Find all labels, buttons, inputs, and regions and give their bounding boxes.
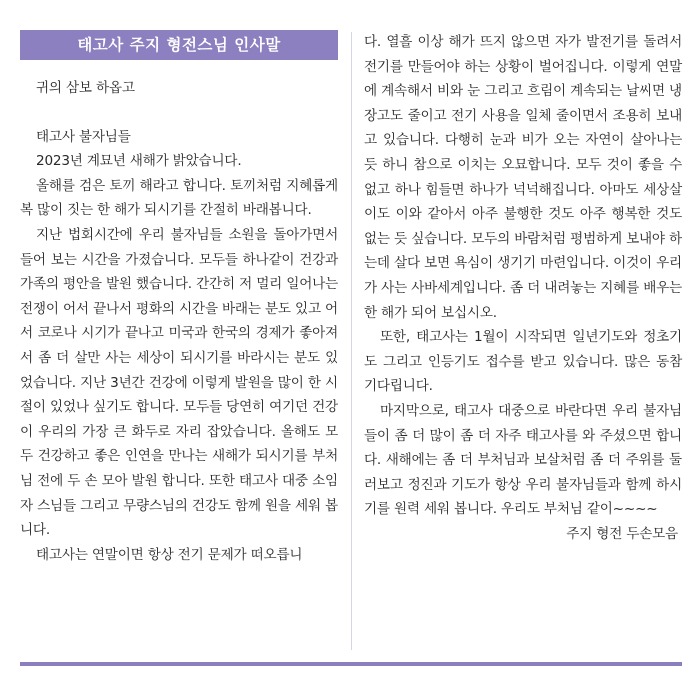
paragraph-rabbit-year: 올해를 검은 토끼 해라고 합니다. 토끼처럼 지혜롭게 복 많이 짓는 한 해가 되시기를 간절히 바래봅니다. — [20, 177, 338, 219]
bottom-rule — [20, 662, 682, 666]
left-column — [20, 30, 338, 567]
addressee: 태고사 불자님들 — [36, 128, 131, 145]
right-column — [364, 30, 682, 546]
paragraph-dharma-wishes: 지난 법회시간에 우리 불자님들 소원을 돌아가면서 들어 보는 시간을 가졌습니다. 모두들 하나같이 건강과 가족의 평안을 발원 했습니다. 간간히 저 멀리 일어나는 전쟁이 어서 끝나서 평화의 시간을 바래는 분도 있고 어서 코로나 시기가 끝나고 미국과 한국의 경제가 좋아져서 좀 더 살만 사는 세상이 되시기를 바라시는 분도 있었습니다. 지난 3년간 건강에 이렇게 발원을 많이 한 시절이 있었나 싶기도 합니다. 모두들 당연히 여기던 건강이 우리의 가장 큰 화두로 자리 잡았습니다. 올해도 모두 건강하고 좋은 인연을 만나는 새해가 되시기를 부처님 전에 두 손 모아 발원 합니다. 또한 태고사 대중 소임자 스님들 그리고 무량스님의 건강도 함께 원을 세워 봅니다. — [20, 226, 338, 539]
page-title: 태고사 주지 형전스님 인사말 — [20, 30, 338, 60]
paragraph-new-year: 2023년 계묘년 새해가 밝았습니다. — [36, 153, 242, 170]
paragraph-closing: 마지막으로, 태고사 대중으로 바란다면 우리 불자님들이 좀 더 많이 좀 더 자주 태고사를 와 주셨으면 합니다. 새해에는 좀 더 부처님과 보살처럼 좀 더 주위를 둘러보고 정진과 기도가 항상 우리 불자님들과 함께 하시기를 원력 세워 봅니다. 우리도 부처님 같이~~~~ — [364, 402, 682, 518]
paragraph-electricity-cont: 다. 열흘 이상 해가 뜨지 않으면 자가 발전기를 돌려서 전기를 만들어야 하는 상황이 벌어집니다. 이렇게 연말에 계속해서 비와 눈 그리고 흐림이 계속되는 날씨면 냉장고도 줄이고 전기 사용을 일체 줄이면서 조용히 보내고 있습니다. 다행히 눈과 비가 오는 자연이 살아나는 듯 하니 참으로 이치는 오묘합니다. 모두 것이 좋을 수 없고 하나 힘들면 하나가 넉넉해집니다. 아마도 세상살이도 이와 같아서 아주 불행한 것도 아주 행복한 것도 없는 듯 싶습니다. 모두의 바람처럼 평범하게 보내야 하는데 살다 보면 욕심이 생기기 마련입니다. 이것이 우리가 사는 사바세계입니다. 좀 더 내려놓는 지혜를 배우는 한 해가 되어 보십시오. — [364, 34, 682, 321]
signature: 주지 형전 두손모음 — [566, 525, 678, 542]
paragraph-prayer-registration: 또한, 태고사는 1월이 시작되면 일년기도와 정초기도 그리고 인등기도 접수를 받고 있습니다. 많은 동참 기다립니다. — [364, 329, 682, 395]
column-divider — [351, 32, 352, 650]
paragraph-electricity-start: 태고사는 연말이면 항상 전기 문제가 떠오릅니 — [36, 546, 303, 563]
greeting: 귀의 삼보 하옵고 — [36, 80, 135, 96]
